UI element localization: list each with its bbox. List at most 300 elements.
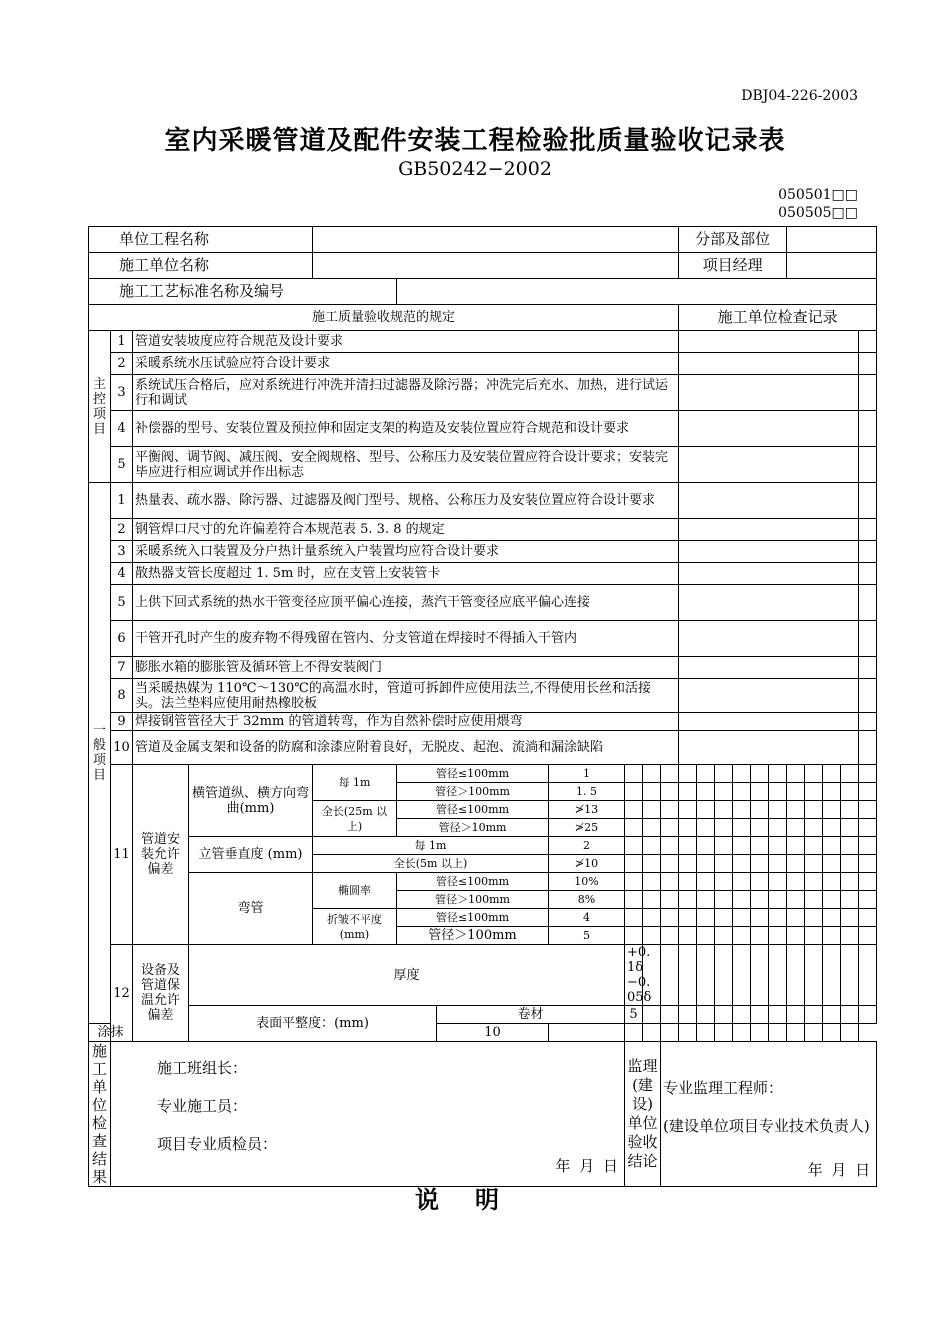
record-cell[interactable] (841, 1024, 859, 1042)
diameter-small-label: 管径≤100mm (397, 909, 549, 927)
record-cell[interactable] (715, 1006, 733, 1024)
record-cell[interactable] (751, 909, 769, 927)
item-text: 采暖系统水压试验应符合设计要求 (133, 353, 679, 375)
record-cell[interactable] (679, 713, 859, 731)
full-length-label: 全长(5m 以上) (313, 855, 549, 873)
record-cell[interactable] (697, 765, 715, 783)
record-cell[interactable] (625, 909, 643, 927)
item-number: 8 (111, 679, 133, 713)
item12-label: 设备及管道保温允许偏差 (133, 945, 189, 1042)
record-cell[interactable] (715, 819, 733, 837)
record-cell[interactable] (715, 783, 733, 801)
record-cell[interactable] (625, 873, 643, 891)
record-cell[interactable] (733, 927, 751, 945)
record-cell[interactable] (679, 1006, 697, 1024)
record-cell[interactable] (859, 783, 877, 801)
record-cell[interactable] (679, 819, 697, 837)
record-cell[interactable] (859, 855, 877, 873)
record-cell[interactable] (805, 909, 823, 927)
record-cell[interactable] (823, 945, 841, 1006)
record-cell[interactable] (841, 855, 859, 873)
record-cell[interactable] (859, 563, 877, 585)
record-cell[interactable] (859, 541, 877, 563)
record-cell[interactable] (823, 855, 841, 873)
record-cell[interactable] (841, 783, 859, 801)
item-text: 采暖系统入口装置及分户热计量系统入户装置均应符合设计要求 (133, 541, 679, 563)
record-cell[interactable] (787, 891, 805, 909)
record-cell[interactable] (661, 927, 679, 945)
record-cell[interactable] (805, 891, 823, 909)
record-cell[interactable] (697, 819, 715, 837)
record-cell[interactable] (769, 765, 787, 783)
project-manager-label: 项目经理 (679, 253, 787, 279)
record-cell[interactable] (769, 855, 787, 873)
record-cell[interactable] (679, 331, 859, 353)
record-cell[interactable] (679, 411, 859, 447)
record-cell[interactable] (769, 909, 787, 927)
inspection-table (88, 226, 877, 1187)
record-cell[interactable] (751, 819, 769, 837)
tolerance-plus: +0. 1δ (627, 945, 651, 975)
record-cell[interactable] (751, 765, 769, 783)
record-cell[interactable] (859, 945, 877, 1006)
record-cell[interactable] (787, 945, 805, 1006)
record-cell[interactable] (715, 1024, 733, 1042)
record-cell[interactable] (625, 837, 643, 855)
tolerance-value: ≯25 (549, 819, 625, 837)
record-cell[interactable] (643, 909, 661, 927)
item-number: 6 (111, 621, 133, 657)
record-cell[interactable] (679, 873, 697, 891)
record-cell[interactable] (823, 801, 841, 819)
record-cell[interactable] (643, 927, 661, 945)
record-cell[interactable] (661, 765, 679, 783)
record-cell[interactable] (751, 837, 769, 855)
record-cell[interactable] (823, 909, 841, 927)
record-cell[interactable] (625, 819, 643, 837)
record-cell[interactable] (769, 783, 787, 801)
record-cell[interactable] (643, 1024, 661, 1042)
form-code-1: 050501□□ (778, 187, 858, 203)
record-cell[interactable] (679, 945, 697, 1006)
record-cell[interactable] (661, 873, 679, 891)
record-cell[interactable] (625, 855, 643, 873)
record-cell[interactable] (751, 1006, 769, 1024)
record-cell[interactable] (823, 765, 841, 783)
supervision-date: 年 月 日 (807, 1161, 873, 1179)
record-cell[interactable] (715, 891, 733, 909)
item-number: 5 (111, 447, 133, 483)
supervision-cell (661, 1042, 877, 1187)
record-cell[interactable] (859, 819, 877, 837)
check-result-cell (111, 1042, 625, 1187)
record-cell[interactable] (679, 447, 859, 483)
construction-unit-label: 施工单位名称 (89, 253, 313, 279)
record-cell[interactable] (751, 945, 769, 1006)
record-cell[interactable] (697, 1024, 715, 1042)
record-cell[interactable] (679, 657, 859, 679)
record-cell[interactable] (805, 873, 823, 891)
ovality-label: 椭圆率 (313, 873, 397, 909)
process-standard-label: 施工工艺标准名称及编号 (89, 279, 397, 305)
engineer-label: 专业监理工程师： (663, 1079, 784, 1097)
item-text: 当采暖热媒为 110℃～130℃的高温水时，管道可拆卸件应使用法兰,不得使用长丝和活接头。法兰垫料应使用耐热橡胶板 (133, 679, 679, 713)
supervision-label: 监理(建设)单位验收结论 (625, 1042, 661, 1187)
item-text: 平衡阀、调节阀、减压阀、安全阀规格、型号、公称压力及安装位置应符合设计要求；安装完毕应进行相应调试并作出标志 (133, 447, 679, 483)
item-text: 散热器支管长度超过 1. 5m 时，应在支管上安装管卡 (133, 563, 679, 585)
record-cell[interactable] (787, 1024, 805, 1042)
record-cell[interactable] (787, 927, 805, 945)
record-cell[interactable] (661, 801, 679, 819)
page-subtitle: GB50242−2002 (398, 158, 552, 180)
record-cell[interactable] (823, 783, 841, 801)
sub-project-label: 分部及部位 (679, 227, 787, 253)
diameter-small-label: 管径≤100mm (397, 801, 549, 819)
record-cell[interactable] (733, 837, 751, 855)
record-cell[interactable] (805, 819, 823, 837)
record-cell[interactable] (697, 909, 715, 927)
diameter-big-label: 管径＞100mm (397, 927, 549, 945)
record-cell[interactable] (625, 783, 643, 801)
record-cell[interactable] (733, 801, 751, 819)
record-cell[interactable] (679, 585, 859, 621)
record-cell[interactable] (733, 855, 751, 873)
record-cell[interactable] (733, 891, 751, 909)
tolerance-value: 1 (549, 765, 625, 783)
record-cell[interactable] (643, 837, 661, 855)
record-cell[interactable] (697, 855, 715, 873)
record-cell[interactable] (625, 1024, 643, 1042)
record-cell[interactable] (751, 801, 769, 819)
record-cell[interactable] (805, 783, 823, 801)
record-cell[interactable] (661, 891, 679, 909)
record-cell[interactable] (661, 819, 679, 837)
item-text: 干管开孔时产生的废弃物不得残留在管内、分支管道在焊接时不得插入干管内 (133, 621, 679, 657)
record-cell[interactable] (751, 927, 769, 945)
record-cell[interactable] (661, 945, 679, 1006)
record-cell[interactable] (805, 927, 823, 945)
wrinkle-label: 折皱不平度 (mm) (313, 909, 397, 945)
record-cell[interactable] (643, 783, 661, 801)
record-cell[interactable] (859, 909, 877, 927)
record-cell[interactable] (769, 837, 787, 855)
record-cell[interactable] (841, 873, 859, 891)
tolerance-value: 5 (625, 1006, 643, 1024)
tolerance-value: 2 (549, 837, 625, 855)
item-number: 4 (111, 411, 133, 447)
record-cell[interactable] (733, 1006, 751, 1024)
record-cell[interactable] (769, 1024, 787, 1042)
project-manager-field[interactable] (787, 253, 877, 279)
record-cell[interactable] (841, 837, 859, 855)
record-cell[interactable] (697, 1006, 715, 1024)
flatness-label: 表面平整度：(mm) (189, 1006, 437, 1042)
item-text: 热量表、疏水器、除污器、过滤器及阀门型号、规格、公称压力及安装位置应符合设计要求 (133, 483, 679, 519)
item-number: 12 (111, 945, 133, 1042)
record-cell[interactable] (661, 1006, 679, 1024)
record-cell[interactable] (823, 819, 841, 837)
record-cell[interactable] (679, 679, 859, 713)
coat-label: 涂抹 (89, 1024, 133, 1042)
record-column-header: 施工单位检查记录 (679, 305, 877, 331)
record-cell[interactable] (859, 331, 877, 353)
worker-label: 专业施工员： (157, 1097, 248, 1115)
item-number: 5 (111, 585, 133, 621)
record-cell[interactable] (787, 819, 805, 837)
record-cell[interactable] (859, 891, 877, 909)
record-cell[interactable] (643, 873, 661, 891)
record-cell[interactable] (841, 801, 859, 819)
record-cell[interactable] (751, 855, 769, 873)
record-cell[interactable] (715, 837, 733, 855)
record-cell[interactable] (805, 1006, 823, 1024)
record-cell[interactable] (769, 801, 787, 819)
record-cell[interactable] (859, 1006, 877, 1024)
record-cell[interactable] (697, 927, 715, 945)
record-cell[interactable] (805, 765, 823, 783)
vertical-label: 立管垂直度 (mm) (189, 837, 313, 873)
record-cell[interactable] (823, 837, 841, 855)
record-cell[interactable] (859, 375, 877, 411)
record-cell[interactable] (859, 411, 877, 447)
per-1m-label: 每 1m (313, 765, 397, 801)
record-cell[interactable] (643, 1006, 661, 1024)
record-cell[interactable] (679, 483, 859, 519)
item-number: 10 (111, 731, 133, 765)
standard-code: DBJ04-226-2003 (741, 88, 858, 104)
record-cell[interactable] (679, 927, 697, 945)
record-cell[interactable] (823, 873, 841, 891)
record-cell[interactable] (679, 375, 859, 411)
item-number: 3 (111, 375, 133, 411)
record-cell[interactable] (733, 909, 751, 927)
record-cell[interactable] (769, 927, 787, 945)
record-cell[interactable] (823, 891, 841, 909)
record-cell[interactable] (751, 873, 769, 891)
record-cell[interactable] (751, 783, 769, 801)
sub-project-field[interactable] (787, 227, 877, 253)
item-number: 11 (111, 765, 133, 945)
record-cell[interactable] (841, 819, 859, 837)
record-cell[interactable] (787, 1006, 805, 1024)
record-cell[interactable] (859, 585, 877, 621)
tolerance-value: 1. 5 (549, 783, 625, 801)
record-cell[interactable] (805, 855, 823, 873)
record-cell[interactable] (715, 927, 733, 945)
record-cell[interactable] (859, 801, 877, 819)
tolerance-value: ≯10 (549, 855, 625, 873)
form-codes (778, 186, 858, 222)
record-cell[interactable] (625, 891, 643, 909)
item-text: 上供下回式系统的热水干管变径应顶平偏心连接，蒸汽干管变径应底平偏心连接 (133, 585, 679, 621)
record-cell[interactable] (859, 483, 877, 519)
record-cell[interactable] (859, 519, 877, 541)
record-cell[interactable] (859, 837, 877, 855)
record-cell[interactable] (697, 873, 715, 891)
inspector-label: 项目专业质检员： (157, 1135, 278, 1153)
full-length-label: 全长(25m 以上) (313, 801, 397, 837)
page-title: 室内采暖管道及配件安装工程检验批质量验收记录表 (164, 126, 786, 156)
record-cell[interactable] (733, 1024, 751, 1042)
record-cell[interactable] (661, 837, 679, 855)
record-cell[interactable] (679, 783, 697, 801)
record-cell[interactable] (769, 945, 787, 1006)
record-cell[interactable] (859, 679, 877, 713)
record-cell[interactable] (823, 1006, 841, 1024)
record-cell[interactable] (715, 945, 733, 1006)
record-cell[interactable] (679, 353, 859, 375)
record-cell[interactable] (751, 1024, 769, 1042)
owner-rep-label: (建设单位项目专业技术负责人) (663, 1117, 870, 1135)
record-cell[interactable] (715, 765, 733, 783)
record-cell[interactable] (549, 1024, 625, 1042)
item-text: 补偿器的型号、安装位置及预拉伸和固定支架的构造及安装位置应符合规范和设计要求 (133, 411, 679, 447)
record-cell[interactable] (625, 927, 643, 945)
item-number: 2 (111, 519, 133, 541)
record-cell[interactable] (859, 765, 877, 783)
record-cell[interactable] (769, 873, 787, 891)
record-cell[interactable] (787, 801, 805, 819)
record-cell[interactable] (787, 873, 805, 891)
record-cell[interactable] (697, 837, 715, 855)
record-cell[interactable] (841, 765, 859, 783)
item-number: 7 (111, 657, 133, 679)
record-cell[interactable] (841, 927, 859, 945)
record-cell[interactable] (823, 1024, 841, 1042)
record-cell[interactable] (679, 541, 859, 563)
check-date: 年 月 日 (555, 1157, 621, 1175)
item-text: 系统试压合格后，应对系统进行冲洗并清扫过滤器及除污器；冲洗完后充水、加热，进行试运行和调试 (133, 375, 679, 411)
record-cell[interactable] (643, 855, 661, 873)
record-cell[interactable] (787, 783, 805, 801)
diameter-big-label: 管径＞100mm (397, 783, 549, 801)
record-cell[interactable] (697, 945, 715, 1006)
record-cell[interactable] (733, 819, 751, 837)
item-text: 焊接钢管管径大于 32mm 的管道转弯，作为自然补偿时应使用煨弯 (133, 713, 679, 731)
item-number: 1 (111, 331, 133, 353)
record-cell[interactable] (679, 765, 697, 783)
record-cell[interactable] (859, 657, 877, 679)
record-cell[interactable] (841, 1006, 859, 1024)
form-code-2: 050505□□ (778, 205, 858, 221)
record-cell[interactable] (823, 927, 841, 945)
item-text: 膨胀水箱的膨胀管及循环管上不得安装阀门 (133, 657, 679, 679)
record-cell[interactable] (859, 927, 877, 945)
diameter-big-label: 管径＞100mm (397, 891, 549, 909)
record-cell[interactable] (805, 837, 823, 855)
record-cell[interactable] (769, 891, 787, 909)
record-cell[interactable] (805, 801, 823, 819)
diameter-small-label: 管径≤100mm (397, 765, 549, 783)
record-cell[interactable] (679, 519, 859, 541)
record-cell[interactable] (661, 855, 679, 873)
record-cell[interactable] (733, 783, 751, 801)
item-text: 管道安装坡度应符合规范及设计要求 (133, 331, 679, 353)
record-cell[interactable] (679, 731, 859, 765)
record-cell[interactable] (661, 783, 679, 801)
record-cell[interactable] (787, 837, 805, 855)
record-cell[interactable] (661, 1024, 679, 1042)
item-number: 9 (111, 713, 133, 731)
record-cell[interactable] (679, 621, 859, 657)
record-cell[interactable] (643, 891, 661, 909)
record-cell[interactable] (805, 1024, 823, 1042)
record-cell[interactable] (787, 909, 805, 927)
record-cell[interactable] (715, 873, 733, 891)
record-cell[interactable] (643, 765, 661, 783)
bend-label: 弯管 (189, 873, 313, 945)
tolerance-value: ≯13 (549, 801, 625, 819)
record-cell[interactable] (841, 891, 859, 909)
item-number: 1 (111, 483, 133, 519)
record-cell[interactable] (679, 855, 697, 873)
record-cell[interactable] (697, 891, 715, 909)
check-result-label: 施工单位检查结果 (89, 1042, 111, 1187)
unit-project-field[interactable] (313, 227, 679, 253)
record-cell[interactable] (805, 945, 823, 1006)
item-number: 2 (111, 353, 133, 375)
item-text: 管道及金属支架和设备的防腐和涂漆应附着良好，无脱皮、起泡、流淌和漏涂缺陷 (133, 731, 679, 765)
tolerance-minus: −0. 05δ (627, 975, 652, 1005)
record-cell[interactable] (661, 909, 679, 927)
record-cell[interactable] (733, 873, 751, 891)
record-cell[interactable] (715, 801, 733, 819)
record-cell[interactable] (841, 945, 859, 1006)
record-cell[interactable] (859, 731, 877, 765)
record-cell[interactable] (859, 621, 877, 657)
record-cell[interactable] (679, 891, 697, 909)
item-number: 4 (111, 563, 133, 585)
item11-label: 管道安装允许偏差 (133, 765, 189, 945)
record-cell[interactable] (859, 447, 877, 483)
record-cell[interactable] (769, 819, 787, 837)
record-cell[interactable] (697, 783, 715, 801)
tolerance-value: 10 (437, 1024, 549, 1042)
record-cell[interactable] (679, 1024, 697, 1042)
record-cell[interactable] (679, 563, 859, 585)
team-leader-label: 施工班组长： (157, 1059, 248, 1077)
record-cell[interactable] (787, 855, 805, 873)
record-cell[interactable] (859, 713, 877, 731)
explanation-heading: 说明 (415, 1185, 535, 1214)
roll-label: 卷材 (437, 1006, 625, 1024)
construction-unit-field[interactable] (313, 253, 679, 279)
process-standard-field[interactable] (397, 279, 877, 305)
record-cell[interactable] (715, 909, 733, 927)
record-cell[interactable] (769, 1006, 787, 1024)
record-cell[interactable] (679, 909, 697, 927)
per-1m-label: 每 1m (313, 837, 549, 855)
tolerance-value: 4 (549, 909, 625, 927)
record-cell[interactable] (787, 765, 805, 783)
record-cell[interactable] (715, 855, 733, 873)
record-cell[interactable] (733, 765, 751, 783)
record-cell[interactable] (643, 801, 661, 819)
record-cell[interactable] (859, 353, 877, 375)
record-cell[interactable] (679, 801, 697, 819)
record-cell[interactable] (859, 873, 877, 891)
record-cell[interactable] (679, 837, 697, 855)
record-cell[interactable] (733, 945, 751, 1006)
record-cell[interactable] (643, 819, 661, 837)
unit-project-label: 单位工程名称 (89, 227, 313, 253)
record-cell[interactable] (751, 891, 769, 909)
record-cell[interactable] (625, 801, 643, 819)
record-cell[interactable] (625, 765, 643, 783)
record-cell[interactable] (841, 909, 859, 927)
horizontal-bend-label: 横管道纵、横方向弯曲(mm) (189, 765, 313, 837)
record-cell[interactable] (697, 801, 715, 819)
